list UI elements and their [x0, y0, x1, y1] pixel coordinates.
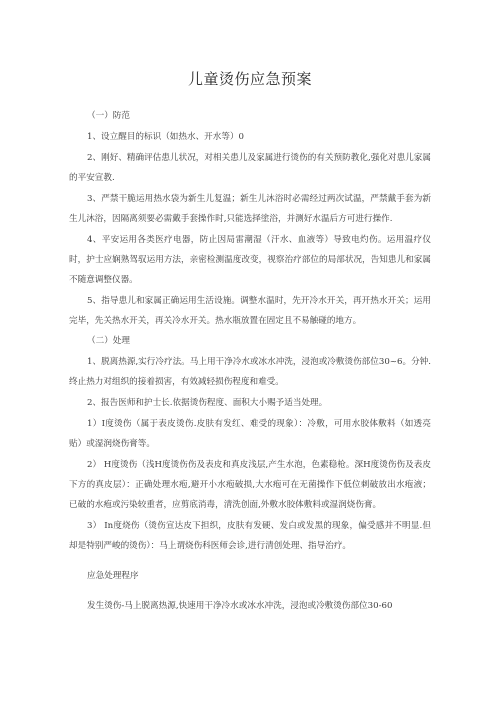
- treatment-heading: （二）处理: [87, 336, 130, 346]
- treatment-item-degree-3: 3） In度烧伤（烫伤宣达皮下担织，皮肤有发硬、发白或发黑的现象，偏受感并不明显.但却是特别严峻的烫伤）：马上谓烧伤科医师会诊,进行清创处理、指导治疗。: [69, 521, 431, 551]
- treatment-item-1: 1、脱离热源,实行冷疗法。马上用干净冷水或冰水冲洗，浸泡或冷敷烫伤部位30~6。分钟.终止热力对组织的接着损害，有效减轻损伤程度和难受。: [69, 357, 431, 387]
- prevention-item-2: 2、刚好、精确评估患儿状况，对相关患儿及家属进行烫伤的有关预防教化,强化对患儿家属的平安宣教.: [69, 153, 431, 183]
- treatment-item-degree-1: 1）I度烫伤（属于表皮烫伤.皮肤有发红、难受的现象）：冷敷，可用水胶体敷料（如透亮贴）或湿润烧伤膏等。: [69, 419, 431, 449]
- prevention-heading: （一）防范: [87, 111, 130, 121]
- procedure-heading: 应急处理程序: [87, 571, 139, 581]
- document-title: 儿童烫伤应急预案: [187, 70, 312, 88]
- document-body: [69, 106, 431, 616]
- treatment-item-degree-2: 2） H度烫伤（浅H度烫伤伤及表皮和真皮浅层,产生水泡，色素稳枪。深H度烫伤伤及表皮下方的真皮层）：正确处理水疱,避开小水疱破损,大水疱可在无菌操作下低位刺破放出水疱液；已破的水疱或污染较重者，应剪底消毒，清洗创面,外敷水胶体敷料或湿润烧伤膏。: [69, 460, 431, 510]
- treatment-item-2: 2、报告医师和护士长.依据烫伤程度、面积大小赐予适当处理。: [87, 398, 328, 408]
- prevention-item-4: 4、平安运用各类医疗电器，防止因局雷潮湿（汗水、血液等）导致电灼伤。运用温疗仪时，护士应娴熟驾驭运用方法，亲密检测温度改变，视察治疗部位的局部状况，告知患儿和家属不随意调整仪器。: [69, 235, 431, 285]
- prevention-item-1: 1、设立醒目的标识（如热水、开水等）0: [87, 132, 245, 142]
- prevention-item-3: 3、严禁干脆运用热水袋为新生儿复温；新生儿沐浴时必需经过两次试温，严禁戴手套为新生儿沐浴，因隔离须要必需戴手套操作时,只能选择塗浴，并测好水温后方可进行操作.: [69, 194, 431, 224]
- prevention-item-5: 5、指导患儿和家属正确运用生活设施。调整水温时，先开冷水开关，再开热水开关；运用完毕，先关热水开关，再关冷水开关。热水瓶放置在固定且不易触碰的地方。: [69, 296, 431, 326]
- procedure-text: 发生烫伤-马上脱离热源,快速用干净冷水或冰水冲洗，浸泡或冷敷烫伤部位30-60: [87, 601, 393, 611]
